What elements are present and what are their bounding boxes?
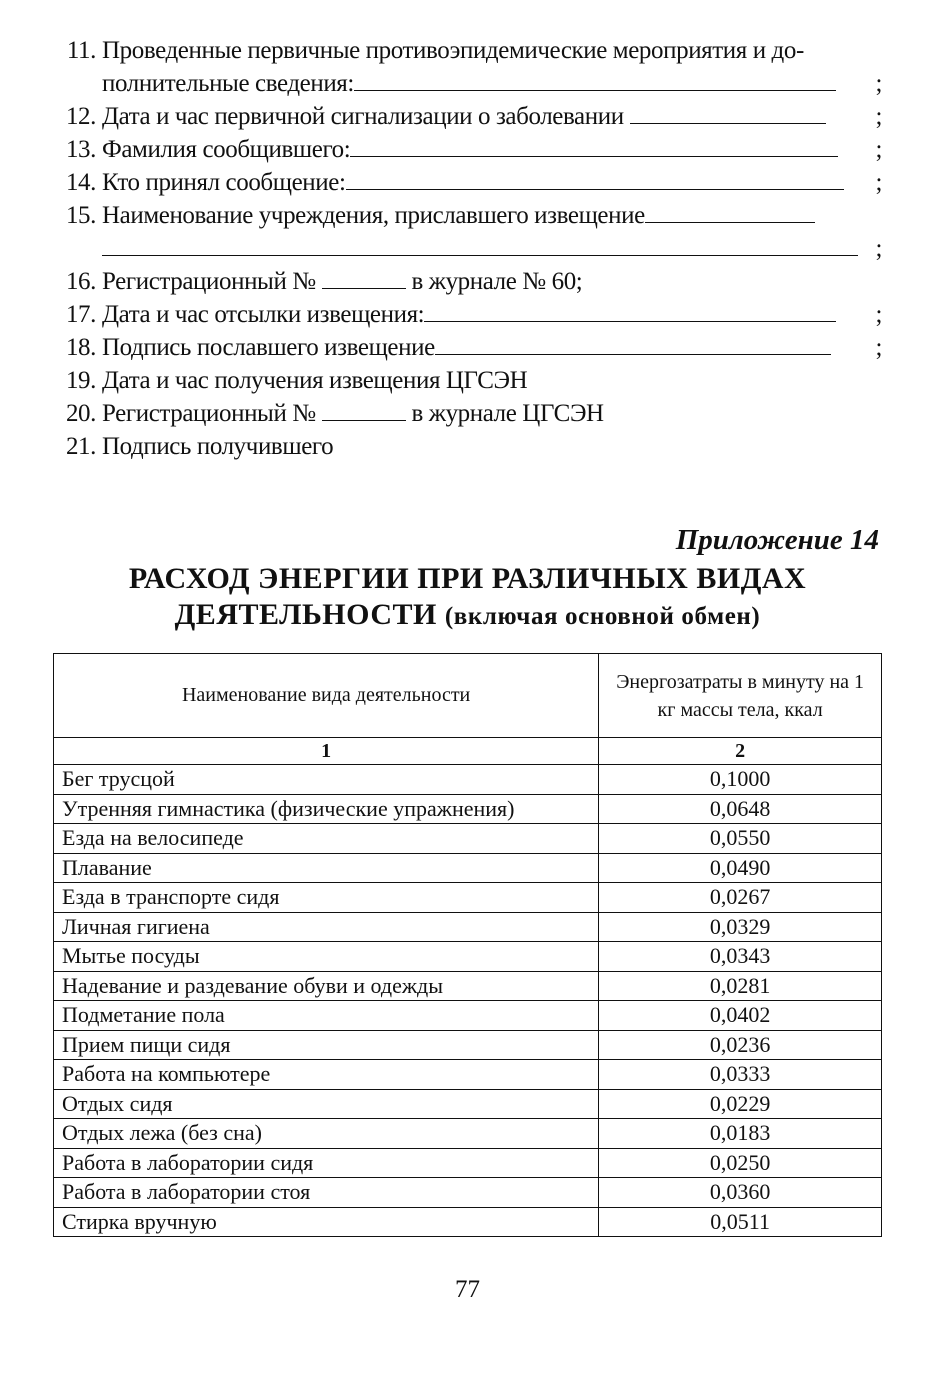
table-row	[54, 912, 882, 942]
item-number: 17.	[65, 301, 96, 328]
item-number: 14.	[65, 169, 96, 196]
item-text-continued: полнительные сведения:	[102, 67, 884, 100]
table-row	[54, 942, 882, 972]
energy-value-cell: 0,0550	[599, 824, 882, 854]
blank-line	[354, 68, 836, 91]
item-text-end: в журнале № 60;	[411, 268, 583, 295]
item-end: ;	[875, 301, 882, 328]
table-body	[54, 765, 882, 1237]
table-row	[54, 1030, 882, 1060]
energy-value-cell: 0,0267	[599, 883, 882, 913]
table-row	[54, 1060, 882, 1090]
form-item-16	[44, 265, 884, 298]
energy-value-cell: 0,0281	[599, 971, 882, 1001]
energy-value-cell: 0,0648	[599, 794, 882, 824]
form-item-12	[44, 100, 884, 133]
item-text: Регистрационный №	[102, 400, 316, 427]
title-subtitle: (включая основной обмен)	[444, 603, 761, 630]
energy-value-cell: 0,0402	[599, 1001, 882, 1031]
activity-name-cell: Работа в лаборатории стоя	[54, 1178, 599, 1208]
energy-value-cell: 0,0490	[599, 853, 882, 883]
blank-line	[346, 167, 844, 190]
page-title-line-1: РАСХОД ЭНЕРГИИ ПРИ РАЗЛИЧНЫХ ВИДАХ	[128, 562, 807, 595]
activity-name-cell: Мытье посуды	[54, 942, 599, 972]
activity-name-cell: Плавание	[54, 853, 599, 883]
item-end: ;	[875, 235, 882, 262]
form-item-13	[44, 133, 884, 166]
item-text-end: в журнале ЦГСЭН	[411, 400, 604, 427]
form-item-15	[44, 199, 884, 265]
energy-value-cell: 0,0343	[599, 942, 882, 972]
item-text: Подпись получившего	[102, 433, 334, 460]
item-end: ;	[875, 334, 882, 361]
form-item-21	[44, 430, 884, 463]
table-row	[54, 1148, 882, 1178]
activity-name-cell: Работа в лаборатории сидя	[54, 1148, 599, 1178]
table-header-row	[54, 654, 882, 738]
item-text: Проведенные первичные противоэпидемические мероприятия и до-	[102, 37, 804, 64]
item-text: Наименование учреждения, приславшего извещение	[102, 202, 645, 229]
form-item-11	[44, 34, 884, 100]
item-text: Дата и час отсылки извещения:	[102, 301, 425, 328]
column-number-row	[54, 738, 882, 765]
blank-line	[435, 332, 831, 355]
blank-line	[645, 200, 815, 223]
table-row	[54, 824, 882, 854]
appendix-label: Приложение 14	[675, 524, 879, 556]
item-text: Подпись пославшего извещение	[102, 334, 435, 361]
energy-value-cell: 0,0333	[599, 1060, 882, 1090]
energy-value-cell: 0,0229	[599, 1089, 882, 1119]
form-item-18	[44, 331, 884, 364]
blank-line	[424, 299, 836, 322]
form-item-20	[44, 397, 884, 430]
item-text: Кто принял сообщение:	[102, 169, 346, 196]
table-row	[54, 1089, 882, 1119]
column-header-activity: Наименование вида деятельности	[54, 654, 599, 738]
item-number: 15.	[65, 202, 96, 229]
table-row	[54, 1001, 882, 1031]
activity-name-cell: Прием пищи сидя	[54, 1030, 599, 1060]
item-number: 20.	[65, 400, 96, 427]
activity-name-cell: Подметание пола	[54, 1001, 599, 1031]
column-number: 2	[599, 738, 882, 765]
activity-name-cell: Отдых сидя	[54, 1089, 599, 1119]
page-title-line-2	[0, 598, 935, 632]
blank-line	[630, 101, 826, 124]
activity-name-cell: Езда в транспорте сидя	[54, 883, 599, 913]
table-row	[54, 794, 882, 824]
item-end: ;	[875, 103, 882, 130]
form-item-14	[44, 166, 884, 199]
table-row	[54, 853, 882, 883]
energy-value-cell: 0,1000	[599, 765, 882, 795]
activity-name-cell: Личная гигиена	[54, 912, 599, 942]
activity-name-cell: Езда на велосипеде	[54, 824, 599, 854]
blank-line	[102, 233, 858, 256]
activity-name-cell: Отдых лежа (без сна)	[54, 1119, 599, 1149]
item-text: Дата и час первичной сигнализации о заболевании	[102, 103, 624, 130]
blank-line	[322, 266, 406, 289]
table-row	[54, 765, 882, 795]
item-text: Регистрационный №	[102, 268, 316, 295]
activity-name-cell: Работа на компьютере	[54, 1060, 599, 1090]
item-number: 21.	[65, 433, 96, 460]
form-item-19	[44, 364, 884, 397]
table-row	[54, 1178, 882, 1208]
item-number: 12.	[65, 103, 96, 130]
item-number: 18.	[65, 334, 96, 361]
item-text: Фамилия сообщившего:	[102, 136, 351, 163]
energy-value-cell: 0,0250	[599, 1148, 882, 1178]
activity-name-cell: Надевание и раздевание обуви и одежды	[54, 971, 599, 1001]
blank-line	[350, 134, 838, 157]
item-number: 16.	[65, 268, 96, 295]
item-number: 11.	[66, 37, 96, 64]
item-number: 19.	[65, 367, 96, 394]
table-row	[54, 971, 882, 1001]
column-number: 1	[54, 738, 599, 765]
table-row	[54, 883, 882, 913]
energy-value-cell: 0,0360	[599, 1178, 882, 1208]
page-number: 77	[455, 1276, 480, 1303]
column-header-energy: Энергозатраты в минуту на 1 кг массы тела, ккал	[599, 654, 882, 738]
form-items-list	[44, 34, 884, 463]
energy-value-cell: 0,0236	[599, 1030, 882, 1060]
activity-name-cell: Утренняя гимнастика (физические упражнения)	[54, 794, 599, 824]
item-end: ;	[875, 70, 882, 97]
item-end: ;	[875, 169, 882, 196]
form-item-17	[44, 298, 884, 331]
activity-name-cell: Стирка вручную	[54, 1207, 599, 1237]
title-main: ДЕЯТЕЛЬНОСТИ	[174, 598, 437, 631]
activity-name-cell: Бег трусцой	[54, 765, 599, 795]
energy-value-cell: 0,0511	[599, 1207, 882, 1237]
energy-value-cell: 0,0183	[599, 1119, 882, 1149]
table-row	[54, 1207, 882, 1237]
blank-line	[322, 398, 406, 421]
item-text: Дата и час получения извещения ЦГСЭН	[102, 367, 528, 394]
table-row	[54, 1119, 882, 1149]
energy-value-cell: 0,0329	[599, 912, 882, 942]
item-end: ;	[875, 136, 882, 163]
item-number: 13.	[65, 136, 96, 163]
energy-expenditure-table	[53, 653, 882, 1237]
